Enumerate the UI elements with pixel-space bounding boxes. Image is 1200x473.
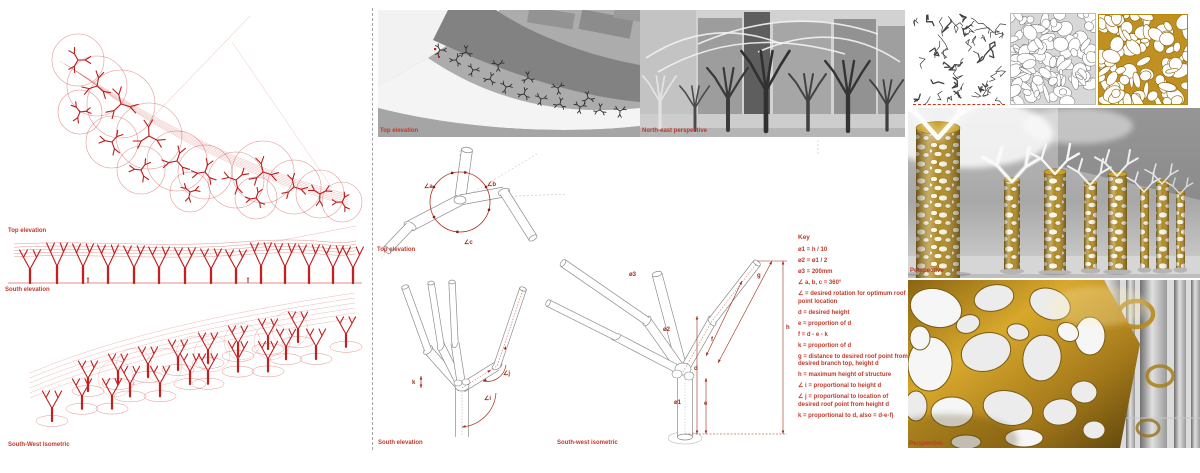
- key-line: ∠ = desired rotation for optimum roof point location: [798, 291, 906, 305]
- pattern-swatch-voronoi-gray: [1010, 13, 1096, 105]
- angle-a-label: ∠a: [424, 184, 433, 190]
- render-ne-label: North-east perspective: [642, 128, 708, 134]
- dia3-label: ø3: [629, 272, 637, 278]
- perspective-bottom-label: Perspective: [909, 441, 943, 447]
- angle-b-label: ∠b: [487, 182, 497, 188]
- key-line: e = proportion of d: [798, 320, 852, 327]
- dim-h-label: h: [786, 325, 790, 331]
- angle-c-label: ∠c: [464, 240, 473, 246]
- top-elevation-render: [378, 10, 640, 137]
- key-line: h = maximum height of structure: [798, 372, 892, 378]
- key-line: ∠ j = proportional to location of desired roof point from height d: [798, 394, 889, 408]
- dia2-label: ø2: [663, 327, 671, 333]
- dia1-label: ø1: [674, 400, 682, 406]
- dim-d-label: d: [694, 366, 698, 372]
- perspective-mid-label: Perspective: [910, 268, 944, 274]
- left-drawings-svg: [0, 0, 370, 473]
- pattern-swatch-scribble: [913, 12, 1006, 104]
- key-title: Key: [798, 234, 810, 241]
- key-line: ∠ i = proportional to height d: [798, 383, 882, 389]
- interior-perspective-render: [908, 108, 1200, 278]
- diagram-southwest-isometric-label: South-west isometric: [557, 440, 618, 446]
- key-line: d = desired height: [798, 309, 850, 316]
- key-line: k = proportion of d: [798, 342, 852, 349]
- dim-f-label: f: [711, 337, 713, 343]
- dim-e-label: e: [704, 401, 708, 407]
- panel-divider: [372, 8, 373, 450]
- diagram-top-elevation-label: Top elevation: [377, 247, 416, 253]
- key-line: g = distance to desired roof point from desired branch top, height d: [798, 353, 908, 367]
- key-line: ø1 = h / 10: [798, 247, 828, 253]
- left-top-elevation-label: Top elevation: [8, 228, 47, 234]
- key-legend: [798, 234, 908, 424]
- key-line: k = proportional to d, also = d-e-f): [798, 412, 894, 419]
- dim-g-label: g: [757, 273, 761, 279]
- north-east-perspective-render: [640, 10, 905, 137]
- left-southwest-isometric-label: South-West Isometric: [8, 442, 70, 448]
- key-line: f = d - e - k: [798, 331, 828, 338]
- left-south-elevation-label: South elevation: [5, 287, 50, 293]
- angle-i-label: ∠i: [484, 396, 492, 402]
- swatch-underline: [913, 104, 1005, 105]
- key-line: ø2 = ø1 / 2: [798, 258, 828, 264]
- key-line: ø3 = 200mm: [798, 269, 833, 275]
- angle-j-label: ∠j: [503, 371, 511, 377]
- diagram-south-elevation-label: South elevation: [378, 440, 423, 446]
- dim-k-label: k: [412, 380, 416, 386]
- gold-structure-closeup-render: [908, 280, 1200, 448]
- pattern-swatch-voronoi-gold: [1098, 14, 1188, 105]
- key-line: ∠ a, b, c = 360°: [798, 280, 842, 286]
- render-top-label: Top elevation: [380, 128, 419, 134]
